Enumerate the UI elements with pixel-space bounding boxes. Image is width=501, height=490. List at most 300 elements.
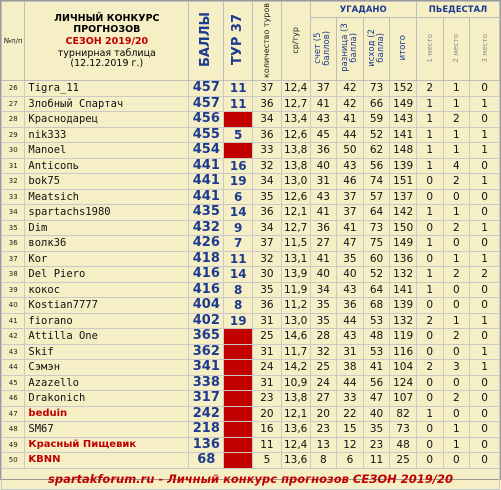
place2-cell: 2: [443, 174, 470, 190]
score-cell: 43: [310, 189, 337, 205]
points-cell: 341: [189, 360, 224, 376]
row-number: 40: [2, 298, 25, 314]
tours-count-cell: 32: [253, 158, 282, 174]
place2-cell: 1: [443, 205, 470, 221]
tours-count-cell: 36: [253, 298, 282, 314]
col-header-tour: ТУР 37: [224, 2, 253, 81]
avg-cell: 11,2: [281, 298, 310, 314]
participant-name: Kor: [25, 251, 189, 267]
col-header-outcome: исход (2 балла): [363, 18, 390, 81]
tour-points-cell: 14: [224, 205, 253, 221]
row-number: 33: [2, 189, 25, 205]
place1-cell: 1: [416, 127, 443, 143]
row-number: 34: [2, 205, 25, 221]
row-number: 35: [2, 220, 25, 236]
tours-count-cell: 34: [253, 112, 282, 128]
participant-name: fiorano: [25, 313, 189, 329]
tour-points-cell: 16: [224, 158, 253, 174]
place2-cell: 2: [443, 112, 470, 128]
participant-name: KBNN: [25, 453, 189, 469]
tours-count-cell: 11: [253, 437, 282, 453]
tours-count-cell: 34: [253, 174, 282, 190]
avg-cell: 13,6: [281, 422, 310, 438]
place1-cell: 0: [416, 189, 443, 205]
participant-name: Краснодарец: [25, 112, 189, 128]
total-cell: 141: [390, 282, 417, 298]
total-cell: 107: [390, 391, 417, 407]
total-cell: 148: [390, 143, 417, 159]
total-cell: 141: [390, 127, 417, 143]
diff-cell: 38: [337, 360, 364, 376]
place3-cell: 0: [470, 205, 500, 221]
outcome-cell: 68: [363, 298, 390, 314]
participant-name: Злобный Спартач: [25, 96, 189, 112]
place1-cell: 1: [416, 282, 443, 298]
place1-cell: 1: [416, 205, 443, 221]
points-cell: 317: [189, 391, 224, 407]
tour-points-cell: 8: [224, 298, 253, 314]
group-header-podium: ПЬЕДЕСТАЛ: [416, 2, 499, 18]
points-cell: 457: [189, 81, 224, 97]
points-cell: 338: [189, 375, 224, 391]
points-cell: 441: [189, 174, 224, 190]
diff-cell: 37: [337, 189, 364, 205]
place3-cell: 0: [470, 329, 500, 345]
outcome-cell: 57: [363, 189, 390, 205]
points-cell: 218: [189, 422, 224, 438]
title-line-2: ПРОГНОЗОВ: [73, 24, 141, 35]
avg-cell: 14,2: [281, 360, 310, 376]
diff-cell: 43: [337, 329, 364, 345]
place2-cell: 1: [443, 422, 470, 438]
outcome-cell: 48: [363, 329, 390, 345]
row-number: 46: [2, 391, 25, 407]
participant-name: кокос: [25, 282, 189, 298]
tour-points-cell: [224, 406, 253, 422]
table-row: [2, 437, 500, 453]
points-cell: 457: [189, 96, 224, 112]
total-cell: 149: [390, 236, 417, 252]
tour-points-cell: 7: [224, 236, 253, 252]
score-cell: 34: [310, 282, 337, 298]
score-cell: 28: [310, 329, 337, 345]
row-number: 50: [2, 453, 25, 469]
place2-cell: 1: [443, 437, 470, 453]
outcome-cell: 74: [363, 174, 390, 190]
table-row: [2, 422, 500, 438]
total-cell: 82: [390, 406, 417, 422]
outcome-cell: 56: [363, 375, 390, 391]
place3-cell: 1: [470, 220, 500, 236]
tours-count-cell: 36: [253, 127, 282, 143]
row-number: 39: [2, 282, 25, 298]
table-row: [2, 143, 500, 159]
outcome-cell: 40: [363, 406, 390, 422]
tour-points-cell: 6: [224, 189, 253, 205]
tours-count-cell: 36: [253, 205, 282, 221]
row-number: 36: [2, 236, 25, 252]
place1-cell: 0: [416, 437, 443, 453]
title-line-1: ЛИЧНЫЙ КОНКУРС: [54, 13, 160, 24]
col-header-score: счет (5 баллов): [310, 18, 337, 81]
tours-count-cell: 35: [253, 282, 282, 298]
col-header-avg: ср/тур: [281, 2, 310, 81]
table-title-block: [25, 2, 189, 81]
place1-cell: 1: [416, 267, 443, 283]
place2-cell: 0: [443, 282, 470, 298]
total-cell: 132: [390, 267, 417, 283]
place3-cell: 1: [470, 360, 500, 376]
place1-cell: 1: [416, 143, 443, 159]
points-cell: 455: [189, 127, 224, 143]
tours-count-cell: 25: [253, 329, 282, 345]
place1-cell: 0: [416, 453, 443, 469]
table-row: [2, 81, 500, 97]
participant-name: Dim: [25, 220, 189, 236]
table-row: [2, 375, 500, 391]
participant-name: spartachs1980: [25, 205, 189, 221]
table-row: [2, 174, 500, 190]
table-row: [2, 391, 500, 407]
tours-count-cell: 31: [253, 375, 282, 391]
diff-cell: 35: [337, 251, 364, 267]
place1-cell: 0: [416, 220, 443, 236]
place3-cell: 1: [470, 143, 500, 159]
points-cell: 68: [189, 453, 224, 469]
score-cell: 40: [310, 158, 337, 174]
tour-points-cell: 11: [224, 251, 253, 267]
avg-cell: 13,4: [281, 112, 310, 128]
place1-cell: 0: [416, 344, 443, 360]
diff-cell: 46: [337, 174, 364, 190]
points-cell: 362: [189, 344, 224, 360]
place3-cell: 1: [470, 313, 500, 329]
place3-cell: 0: [470, 81, 500, 97]
group-header-guessed: УГАДАНО: [310, 2, 416, 18]
place2-cell: 1: [443, 96, 470, 112]
score-cell: 36: [310, 220, 337, 236]
place2-cell: 1: [443, 81, 470, 97]
total-cell: 104: [390, 360, 417, 376]
place1-cell: 1: [416, 236, 443, 252]
tours-count-cell: 34: [253, 220, 282, 236]
place2-cell: 2: [443, 267, 470, 283]
total-cell: 143: [390, 112, 417, 128]
outcome-cell: 53: [363, 344, 390, 360]
diff-cell: 12: [337, 437, 364, 453]
tours-count-cell: 23: [253, 391, 282, 407]
place1-cell: 0: [416, 391, 443, 407]
total-cell: 137: [390, 189, 417, 205]
place3-cell: 0: [470, 158, 500, 174]
avg-cell: 13,8: [281, 143, 310, 159]
date-label: (12.12.2019 г.): [70, 58, 144, 69]
table-row: [2, 127, 500, 143]
tour-points-cell: [224, 437, 253, 453]
points-cell: 416: [189, 267, 224, 283]
tours-count-cell: 36: [253, 96, 282, 112]
tours-count-cell: 37: [253, 81, 282, 97]
total-cell: 139: [390, 298, 417, 314]
score-cell: 13: [310, 437, 337, 453]
avg-cell: 13,8: [281, 391, 310, 407]
place1-cell: 2: [416, 313, 443, 329]
place3-cell: 0: [470, 391, 500, 407]
score-cell: 37: [310, 81, 337, 97]
outcome-cell: 60: [363, 251, 390, 267]
outcome-cell: 35: [363, 422, 390, 438]
place3-cell: 0: [470, 112, 500, 128]
participant-name: Красный Пищевик: [25, 437, 189, 453]
place3-cell: 1: [470, 251, 500, 267]
table-row: [2, 251, 500, 267]
outcome-cell: 52: [363, 127, 390, 143]
score-cell: 8: [310, 453, 337, 469]
participant-name: Anticопь: [25, 158, 189, 174]
score-cell: 23: [310, 422, 337, 438]
place2-cell: 1: [443, 251, 470, 267]
outcome-cell: 56: [363, 158, 390, 174]
outcome-cell: 73: [363, 81, 390, 97]
place2-cell: 4: [443, 158, 470, 174]
tours-count-cell: 24: [253, 360, 282, 376]
score-cell: 41: [310, 251, 337, 267]
tour-points-cell: 11: [224, 81, 253, 97]
tour-points-cell: 19: [224, 174, 253, 190]
row-number: 32: [2, 174, 25, 190]
participant-name: Attilla One: [25, 329, 189, 345]
place1-cell: 2: [416, 81, 443, 97]
tours-count-cell: 32: [253, 251, 282, 267]
avg-cell: 12,7: [281, 96, 310, 112]
diff-cell: 15: [337, 422, 364, 438]
diff-cell: 22: [337, 406, 364, 422]
outcome-cell: 75: [363, 236, 390, 252]
place2-cell: 1: [443, 127, 470, 143]
table-row: [2, 360, 500, 376]
place2-cell: 0: [443, 236, 470, 252]
place1-cell: 1: [416, 96, 443, 112]
points-cell: 426: [189, 236, 224, 252]
diff-cell: 44: [337, 313, 364, 329]
row-number: 48: [2, 422, 25, 438]
avg-cell: 13,1: [281, 251, 310, 267]
points-cell: 136: [189, 437, 224, 453]
place3-cell: 0: [470, 189, 500, 205]
participant-name: Tigra_11: [25, 81, 189, 97]
tours-count-cell: 37: [253, 236, 282, 252]
place1-cell: 0: [416, 251, 443, 267]
participant-name: Сэмэн: [25, 360, 189, 376]
row-number: 26: [2, 81, 25, 97]
diff-cell: 31: [337, 344, 364, 360]
tour-points-cell: [224, 422, 253, 438]
row-number: 29: [2, 127, 25, 143]
diff-cell: 41: [337, 112, 364, 128]
place2-cell: 1: [443, 143, 470, 159]
subtitle-label: турнирная таблица: [57, 48, 156, 59]
tour-points-cell: [224, 391, 253, 407]
tour-points-cell: 9: [224, 220, 253, 236]
tour-points-cell: 8: [224, 282, 253, 298]
participant-name: Del Piero: [25, 267, 189, 283]
points-cell: 365: [189, 329, 224, 345]
row-number: 31: [2, 158, 25, 174]
total-cell: 132: [390, 313, 417, 329]
diff-cell: 37: [337, 205, 364, 221]
tours-count-cell: 35: [253, 189, 282, 205]
avg-cell: 13,6: [281, 453, 310, 469]
avg-cell: 10,9: [281, 375, 310, 391]
points-cell: 441: [189, 158, 224, 174]
outcome-cell: 52: [363, 267, 390, 283]
place3-cell: 1: [470, 344, 500, 360]
col-header-diff: разница (3 балла): [337, 18, 364, 81]
outcome-cell: 41: [363, 360, 390, 376]
standings-table: [1, 1, 500, 490]
place3-cell: 1: [470, 127, 500, 143]
participant-name: nik333: [25, 127, 189, 143]
place1-cell: 1: [416, 112, 443, 128]
tour-points-cell: [224, 453, 253, 469]
score-cell: 27: [310, 391, 337, 407]
score-cell: 45: [310, 127, 337, 143]
place2-cell: 0: [443, 453, 470, 469]
total-cell: 25: [390, 453, 417, 469]
col-header-place2: 2 место: [443, 18, 470, 81]
diff-cell: 50: [337, 143, 364, 159]
score-cell: 36: [310, 143, 337, 159]
score-cell: 41: [310, 96, 337, 112]
place3-cell: 0: [470, 375, 500, 391]
total-cell: 150: [390, 220, 417, 236]
tour-points-cell: 11: [224, 96, 253, 112]
participant-name: Manoel: [25, 143, 189, 159]
points-cell: 418: [189, 251, 224, 267]
avg-cell: 14,6: [281, 329, 310, 345]
diff-cell: 44: [337, 127, 364, 143]
participant-name: волк36: [25, 236, 189, 252]
col-header-total: итого: [390, 18, 417, 81]
table-row: [2, 96, 500, 112]
outcome-cell: 73: [363, 220, 390, 236]
points-cell: 416: [189, 282, 224, 298]
avg-cell: 11,5: [281, 236, 310, 252]
row-number: 42: [2, 329, 25, 345]
participant-name: Drakonich: [25, 391, 189, 407]
total-cell: 119: [390, 329, 417, 345]
score-cell: 31: [310, 174, 337, 190]
diff-cell: 6: [337, 453, 364, 469]
score-cell: 35: [310, 298, 337, 314]
place2-cell: 0: [443, 344, 470, 360]
points-cell: 456: [189, 112, 224, 128]
tour-points-cell: 5: [224, 127, 253, 143]
diff-cell: 33: [337, 391, 364, 407]
total-cell: 142: [390, 205, 417, 221]
points-cell: 441: [189, 189, 224, 205]
participant-name: Meatsich: [25, 189, 189, 205]
tour-points-cell: [224, 112, 253, 128]
avg-cell: 12,6: [281, 189, 310, 205]
avg-cell: 12,4: [281, 437, 310, 453]
row-number: 37: [2, 251, 25, 267]
avg-cell: 13,8: [281, 158, 310, 174]
total-cell: 124: [390, 375, 417, 391]
row-number: 41: [2, 313, 25, 329]
row-number: 45: [2, 375, 25, 391]
place3-cell: 0: [470, 422, 500, 438]
place1-cell: 0: [416, 329, 443, 345]
diff-cell: 43: [337, 158, 364, 174]
place3-cell: 0: [470, 282, 500, 298]
diff-cell: 42: [337, 81, 364, 97]
avg-cell: 13,0: [281, 313, 310, 329]
place2-cell: 2: [443, 391, 470, 407]
avg-cell: 13,9: [281, 267, 310, 283]
col-header-place1: 1 место: [416, 18, 443, 81]
outcome-cell: 59: [363, 112, 390, 128]
outcome-cell: 47: [363, 391, 390, 407]
row-number: 43: [2, 344, 25, 360]
avg-cell: 11,9: [281, 282, 310, 298]
total-cell: 48: [390, 437, 417, 453]
score-cell: 24: [310, 375, 337, 391]
place1-cell: 1: [416, 158, 443, 174]
tours-count-cell: 33: [253, 143, 282, 159]
place1-cell: 0: [416, 174, 443, 190]
diff-cell: 44: [337, 375, 364, 391]
participant-name: SM67: [25, 422, 189, 438]
diff-cell: 43: [337, 282, 364, 298]
outcome-cell: 11: [363, 453, 390, 469]
tour-points-cell: [224, 143, 253, 159]
table-row: [2, 112, 500, 128]
diff-cell: 42: [337, 96, 364, 112]
place1-cell: 0: [416, 422, 443, 438]
table-row: [2, 298, 500, 314]
table-row: [2, 313, 500, 329]
table-row: [2, 344, 500, 360]
row-number: 38: [2, 267, 25, 283]
place2-cell: 3: [443, 360, 470, 376]
place3-cell: 0: [470, 406, 500, 422]
outcome-cell: 23: [363, 437, 390, 453]
place2-cell: 1: [443, 313, 470, 329]
place2-cell: 0: [443, 189, 470, 205]
score-cell: 20: [310, 406, 337, 422]
place1-cell: 0: [416, 298, 443, 314]
table-row: [2, 282, 500, 298]
tours-count-cell: 20: [253, 406, 282, 422]
total-cell: 139: [390, 158, 417, 174]
score-cell: 35: [310, 313, 337, 329]
avg-cell: 12,4: [281, 81, 310, 97]
tour-points-cell: [224, 360, 253, 376]
diff-cell: 36: [337, 298, 364, 314]
table-row: [2, 267, 500, 283]
table-row: [2, 220, 500, 236]
tour-points-cell: 14: [224, 267, 253, 283]
table-row: [2, 236, 500, 252]
tour-points-cell: [224, 375, 253, 391]
table-row: [2, 329, 500, 345]
footer-caption: spartakforum.ru - Личный конкурс прогнозов СЕЗОН 2019/20: [2, 468, 500, 489]
score-cell: 25: [310, 360, 337, 376]
outcome-cell: 62: [363, 143, 390, 159]
table-row: [2, 158, 500, 174]
place1-cell: 2: [416, 360, 443, 376]
